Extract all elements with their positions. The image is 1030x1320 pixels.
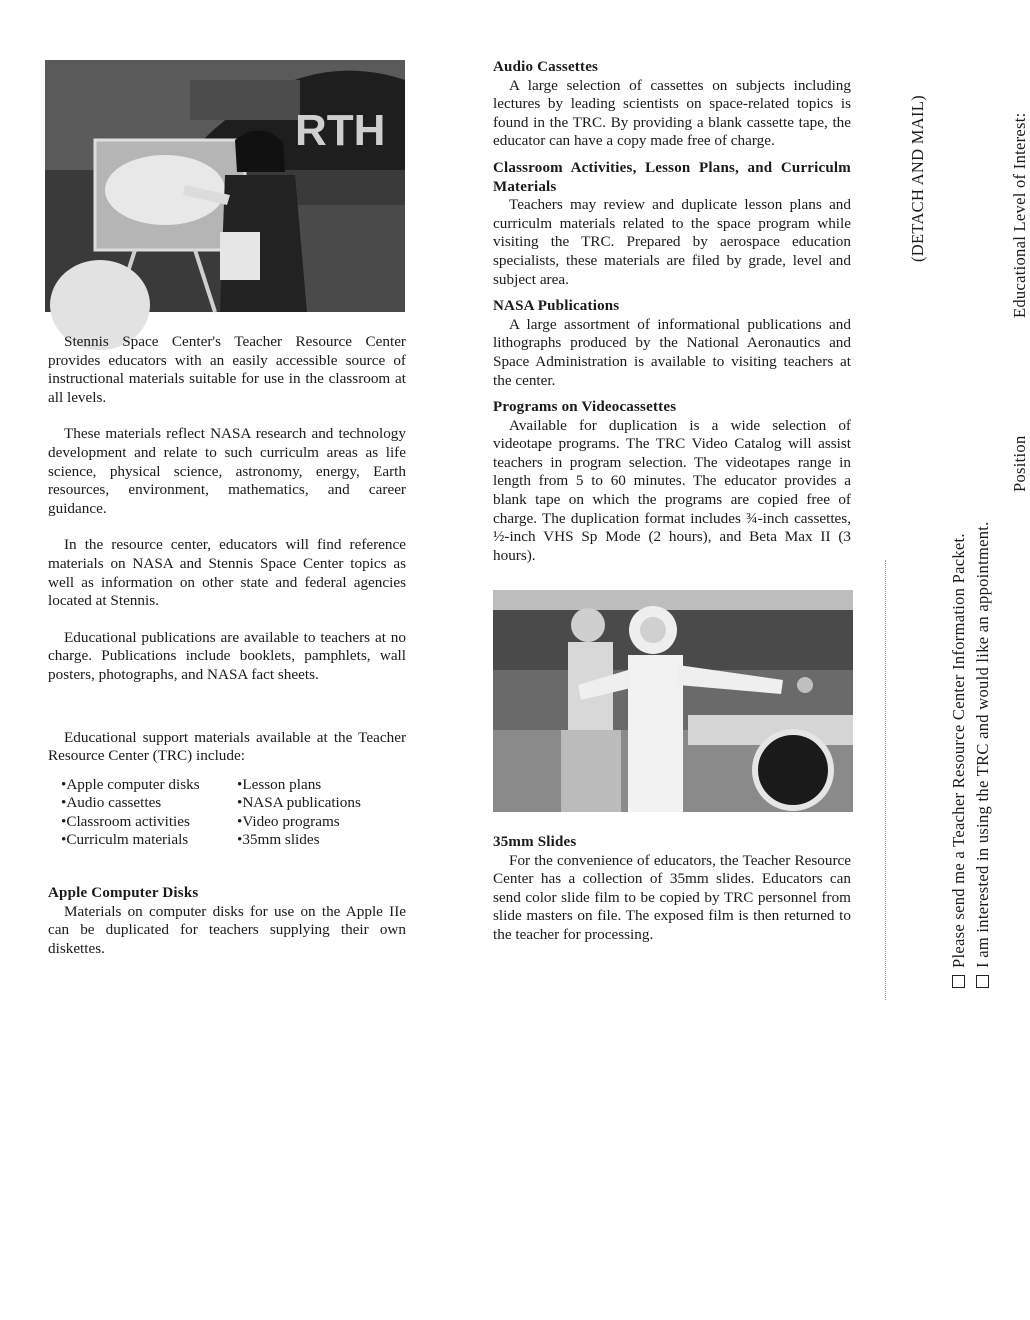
info-packet-label: Please send me a Teacher Resource Center Information Packet. [949,533,968,968]
perforation-line [885,560,886,1000]
curriculum-paragraph: These materials reflect NASA research and technology development and relate to such curriculm areas as life science, physical science, astronomy, energy, Earth resources, environment, mathematics, and career guidance. [48,425,406,517]
audio-cassettes-heading: Audio Cassettes [493,59,599,75]
nasa-publications-heading: NASA Publications [493,298,620,315]
appointment-checkbox[interactable] [976,975,989,988]
support-materials-paragraph: Educational support materials available at the Teacher Resource Center (TRC) include: [48,728,406,765]
list-item: •Audio cassettes [61,794,162,812]
list-item: •Video programs [237,812,340,830]
publications-paragraph: Educational publications are available to teachers at no charge. Publications include booklets, pamphlets, wall posters, photographs, and NASA fact sheets. [48,628,406,683]
spacesuit-photo [493,590,853,812]
detach-and-mail-label: (DETACH AND MAIL) [908,95,927,262]
list-item: •35mm slides [237,831,320,849]
list-item: •Curriculm materials [61,831,189,849]
info-packet-checkbox[interactable] [952,975,965,988]
teacher-presentation-photo [45,60,405,312]
left-column [48,333,406,958]
intro-paragraph: Stennis Space Center's Teacher Resource Center provides educators with an easily accessible source of instructional materials suitable for use in the classroom at all levels. [48,333,406,406]
teacher-presentation-photo-graphic [45,60,405,312]
apple-disks-body: Materials on computer disks for use on the Apple IIe can be duplicated for teachers supplying their own diskettes. [48,902,406,957]
videocassettes-heading: Programs on Videocassettes [493,399,677,416]
slides-body: For the convenience of educators, the Teacher Resource Center has a collection of 35mm slides. Educators can send color slide film to be copied by TRC personnel from slide masters on file. The exposed film is then returned to the teacher for processing. [493,851,851,943]
list-item: •Apple computer disks [61,775,200,793]
videocassettes-body: Available for duplication is a wide selection of videotape programs. The TRC Video Catalog will assist teachers in program selection. The videotapes range in length from 5 to 60 minutes. The educator provides a blank tape on which the programs are copied free of charge. The duplication format includes ¾-inch cassettes, ½-inch VHS Sp Mode (2 hours), and Beta Max II (3 hours). [493,416,851,564]
materials-list [61,776,406,850]
spacesuit-photo-graphic [493,590,853,812]
appointment-option[interactable] [973,521,993,988]
slides-section [493,833,851,945]
classroom-activities-heading: Classroom Activities, Lesson Plans, and Curriculm Materials [493,159,851,195]
apple-disks-heading: Apple Computer Disks [48,885,199,902]
appointment-label: I am interested in using the TRC and would like an appointment. [973,521,992,968]
position-label: Position [1010,435,1029,492]
list-item: •Classroom activities [61,812,190,830]
audio-cassettes-body: A large selection of cassettes on subjects including lectures by leading scientists on space-related topics is found in the TRC. By providing a blank cassette tape, the educator can have a copy made free of charge. [493,76,851,150]
earth-sign-text: RTH [295,106,386,155]
list-item: •NASA publications [237,794,361,812]
nasa-publications-body: A large assortment of informational publications and lithographs produced by the National Aeronautics and Space Administration is available to visiting teachers at the center. [493,315,851,389]
educational-level-label: Educational Level of Interest: [1010,112,1029,318]
classroom-activities-body: Teachers may review and duplicate lesson plans and curriculm materials related to the space program while visiting the TRC. Prepared by aerospace education specialists, these materials are filed by grade, level and subject area. [493,196,851,288]
reference-paragraph: In the resource center, educators will find reference materials on NASA and Stennis Space Center topics as well as information on other state and federal agencies located at Stennis. [48,536,406,610]
slides-heading: 35mm Slides [493,834,577,850]
info-packet-option[interactable] [949,533,969,988]
list-item: •Lesson plans [237,775,322,793]
right-column [493,58,851,573]
